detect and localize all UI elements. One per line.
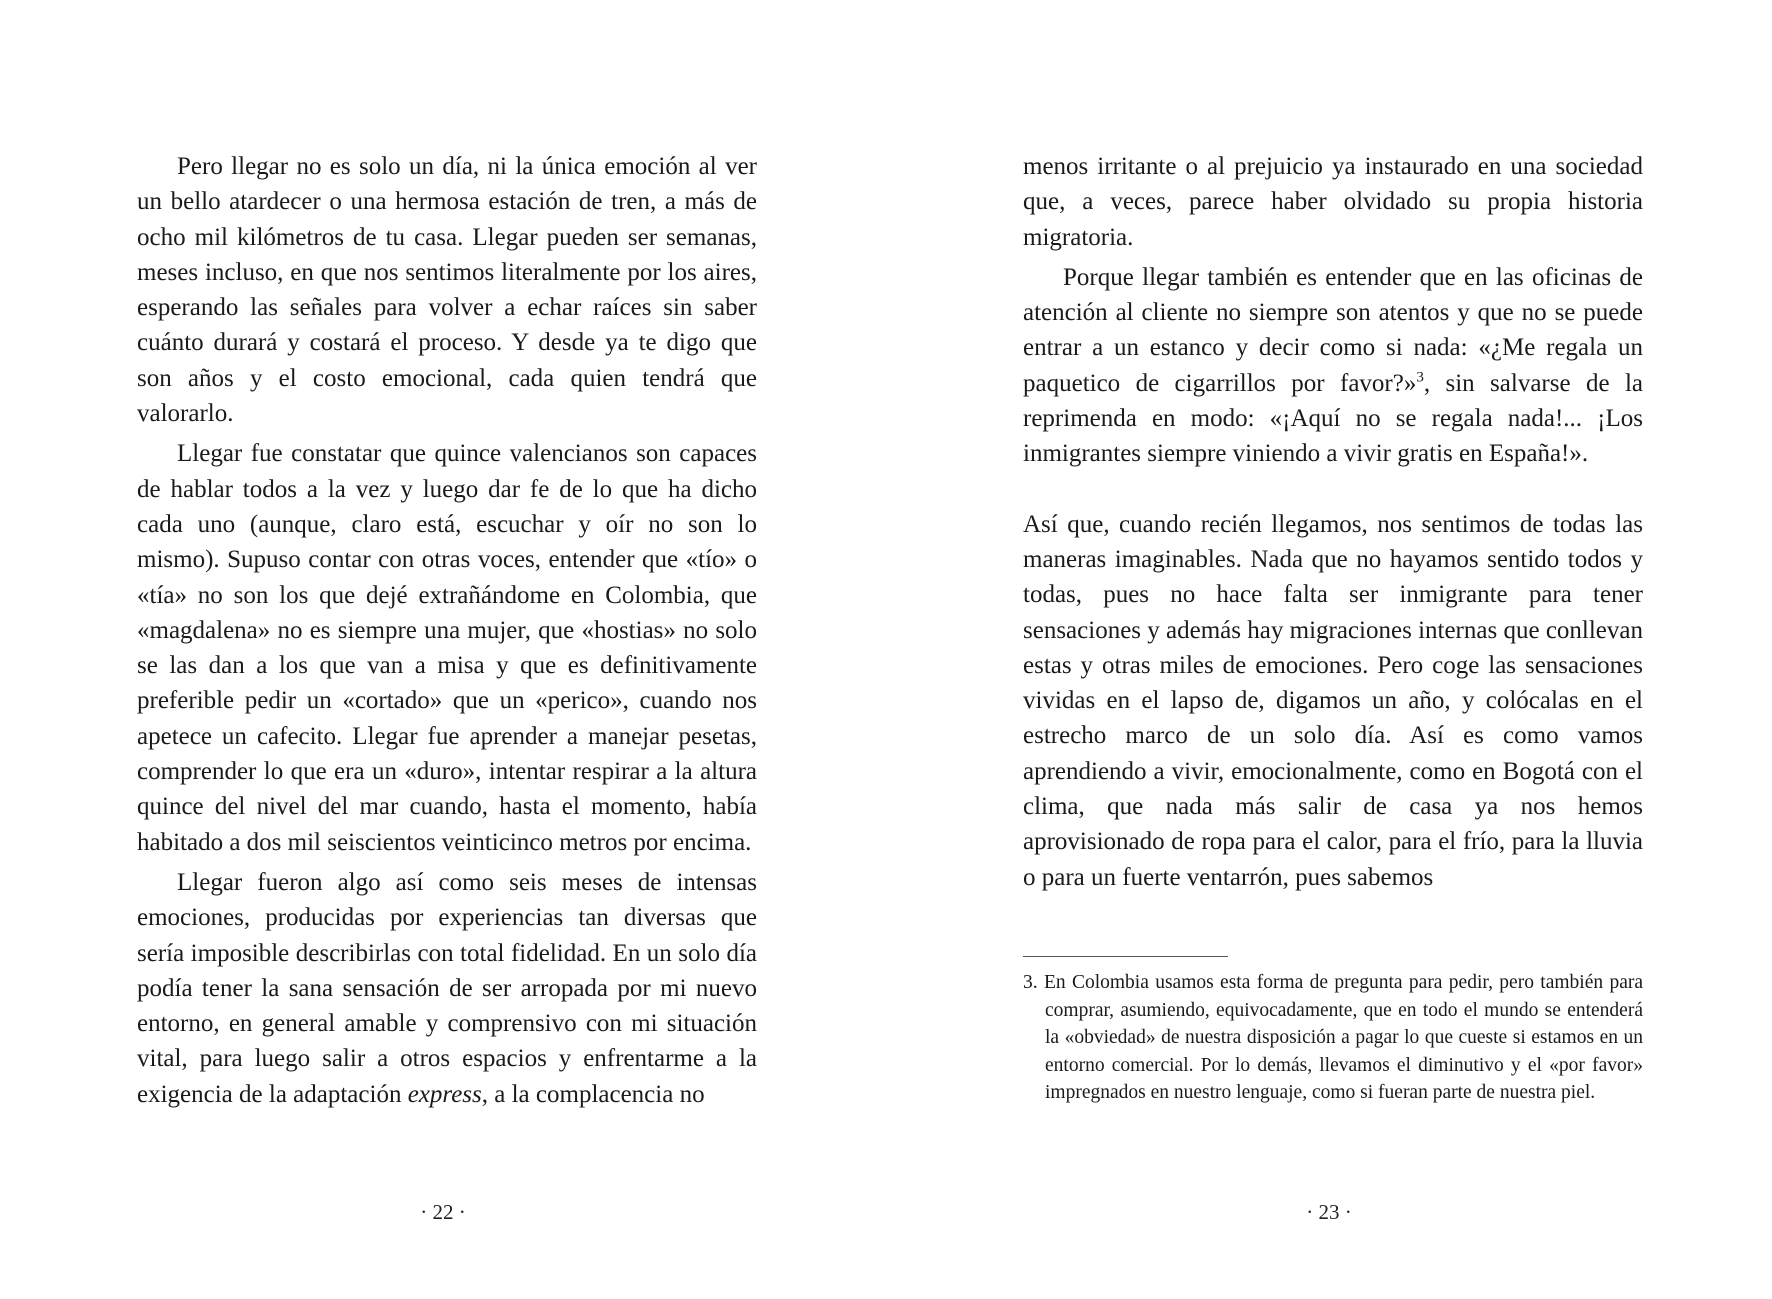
italic-word: express [407,1080,482,1108]
footnote-reference[interactable]: 3 [1416,369,1424,386]
paragraph-text: Pero llegar no es solo un día, ni la única emoción al ver un bello atardecer o una hermosa estación de tren, a más de ocho mil kilómetros de tu casa. Llegar pueden ser semanas, meses incluso, en que nos sentimos literalmente por los aires, esperando las señales para volver a echar raíces sin saber cuánto durará y costará el proceso. Y desde ya te digo que son años y el costo emocional, cada quien tendrá que valorarlo. [137,153,757,428]
paragraph-text: menos irritante o al prejuicio ya instaurado en una sociedad que, a veces, parece haber olvidado su propia historia migratoria. [1023,153,1643,251]
paragraph-3 [1023,507,1643,895]
paragraph-1 [1023,149,1643,255]
paragraph-text: , sin salvarse de la reprimenda en modo: «¡Aquí no se regala nada!... ¡Los inmigrantes siempre viniendo a vivir gratis en España!». [1023,369,1643,468]
left-page-body [137,149,757,1117]
paragraph-3 [137,865,757,1112]
paragraph-1 [137,149,757,431]
paragraph-text: Así que, cuando recién llegamos, nos sentimos de todas las maneras imaginables. Nada que no hayamos sentido todos y todas, pues no hace falta ser inmigrante para tener sensaciones y además hay migraciones internas que conllevan estas y otras miles de emociones. Pero coge las sensaciones vividas en el lapso de, digamos un año, y colócalas en el estrecho marco de un solo día. Así es como vamos aprendiendo a vivir, emocionalmente, como en Bogotá con el clima, que nada más salir de casa ya nos hemos aprovisionado de ropa para el calor, para el frío, para la lluvia o para un fuerte ventarrón, pues sabemos [1023,510,1643,891]
paragraph-text: , a la complacencia no [481,1080,705,1108]
right-page-body [1023,149,1643,900]
paragraph-text: Porque llegar también es entender que en las oficinas de atención al cliente no siempre son atentos y que no se puede entrar a un estanco y decir como si nada: «¿Me regala un paquetico de cigarrillos por favor?» [1023,263,1643,397]
paragraph-2 [137,436,757,860]
paragraph-2 [1023,260,1643,472]
footnote: 3. En Colombia usamos esta forma de pregunta para pedir, pero también para comprar, asumiendo, equivocadamente, que en todo el mundo se entenderá la «obviedad» de nuestra disposición a pagar lo que cueste si estamos en un entorno comercial. Por lo demás, llevamos el diminutivo y el «por favor» impregnados en nuestro lenguaje, como si fueran parte de nuestra piel. [1023,972,1643,1104]
paragraph-text: Llegar fue constatar que quince valencianos son capaces de hablar todos a la vez y luego dar fe de lo que ha dicho cada uno (aunque, claro está, escuchar y oír no son lo mismo). Supuso contar con otras voces, entender que «tío» o «tía» no son los que dejé extrañándome en Colombia, que «magdalena» no es siempre una mujer, que «hostias» no solo se las dan a los que van a misa y que es definitivamente preferible pedir un «cortado» que un «perico», cuando nos apetece un cafecito. Llegar fue aprender a manejar pesetas, comprender lo que era un «duro», intentar respirar a la altura quince del nivel del mar cuando, hasta el momento, había habitado a dos mil seiscientos veinticinco metros por encima. [137,440,757,856]
footnote-separator [1023,956,1228,957]
paragraph-text: Llegar fueron algo así como seis meses de intensas emociones, producidas por experiencias tan diversas que sería imposible describirlas con total fidelidad. En un solo día podía tener la sana sensación de ser arropada por mi nuevo entorno, en general amable y comprensivo con mi situación vital, para luego salir a otros espacios y enfrentarme a la exigencia de la adaptación [137,868,757,1108]
page-number: · 23 · [1306,1200,1352,1224]
right-page [886,0,1772,1299]
page-number: · 22 · [420,1200,466,1224]
